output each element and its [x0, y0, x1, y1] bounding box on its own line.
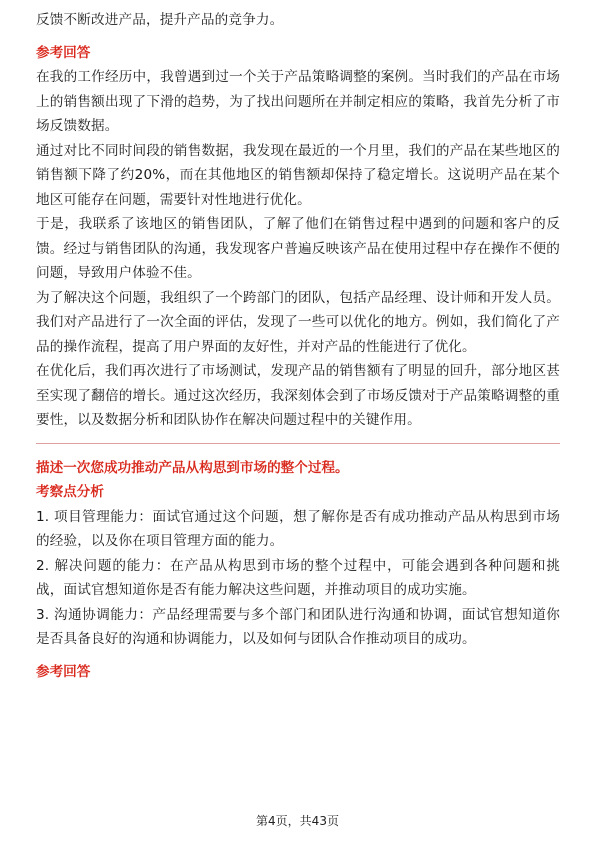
analysis-item-3: 3. 沟通协调能力：产品经理需要与多个部门和团队进行沟通和协调，面试官想知道你是否具备良好的沟通和协调能力，以及如何与团队合作推动项目的成功。 — [36, 606, 560, 647]
analysis-heading: 考察点分析 — [36, 484, 104, 500]
document-page — [36, 8, 560, 684]
analysis-item-1: 1. 项目管理能力：面试官通过这个问题，想了解你是否有成功推动产品从构思到市场的经验，以及你在项目管理方面的能力。 — [36, 508, 560, 549]
question-heading: 描述一次您成功推动产品从构思到市场的整个过程。 — [36, 459, 349, 476]
reference-answer-heading: 参考回答 — [36, 44, 91, 61]
answer-paragraph-1: 在我的工作经历中，我曾遇到过一个关于产品策略调整的案例。当时我们的产品在市场上的销售额出现了下滑的趋势，为了找出问题所在并制定相应的策略，我首先分析了市场反馈数据。 — [36, 69, 560, 134]
analysis-item-2: 2. 解决问题的能力：在产品从构思到市场的整个过程中，可能会遇到各种问题和挑战，面试官想知道你是否有能力解决这些问题，并推动项目的成功实施。 — [36, 557, 560, 598]
intro-tail-text: 反馈不断改进产品，提升产品的竞争力。 — [36, 12, 284, 28]
section-divider — [36, 443, 560, 444]
answer-paragraph-2: 通过对比不同时间段的销售数据，我发现在最近的一个月里，我们的产品在某些地区的销售额下降了约20%，而在其他地区的销售额却保持了稳定增长。这说明产品在某个地区可能存在问题，需要针对性地进行优化。 — [36, 142, 560, 208]
reference-answer-heading-2: 参考回答 — [36, 663, 91, 680]
answer-paragraph-4: 为了解决这个问题，我组织了一个跨部门的团队，包括产品经理、设计师和开发人员。我们对产品进行了一次全面的评估，发现了一些可以优化的地方。例如，我们简化了产品的操作流程，提高了用户界面的友好性，并对产品的性能进行了优化。 — [36, 289, 560, 355]
page-number-footer: 第4页，共43页 — [256, 814, 339, 828]
answer-paragraph-3: 于是，我联系了该地区的销售团队，了解了他们在销售过程中遇到的问题和客户的反馈。经过与销售团队的沟通，我发现客户普遍反映该产品在使用过程中存在操作不便的问题，导致用户体验不佳。 — [36, 216, 560, 281]
answer-paragraph-5: 在优化后，我们再次进行了市场测试，发现产品的销售额有了明显的回升，部分地区甚至实现了翻倍的增长。通过这次经历，我深刻体会到了市场反馈对于产品策略调整的重要性，以及数据分析和团队协作在解决问题过程中的关键作用。 — [36, 363, 560, 428]
